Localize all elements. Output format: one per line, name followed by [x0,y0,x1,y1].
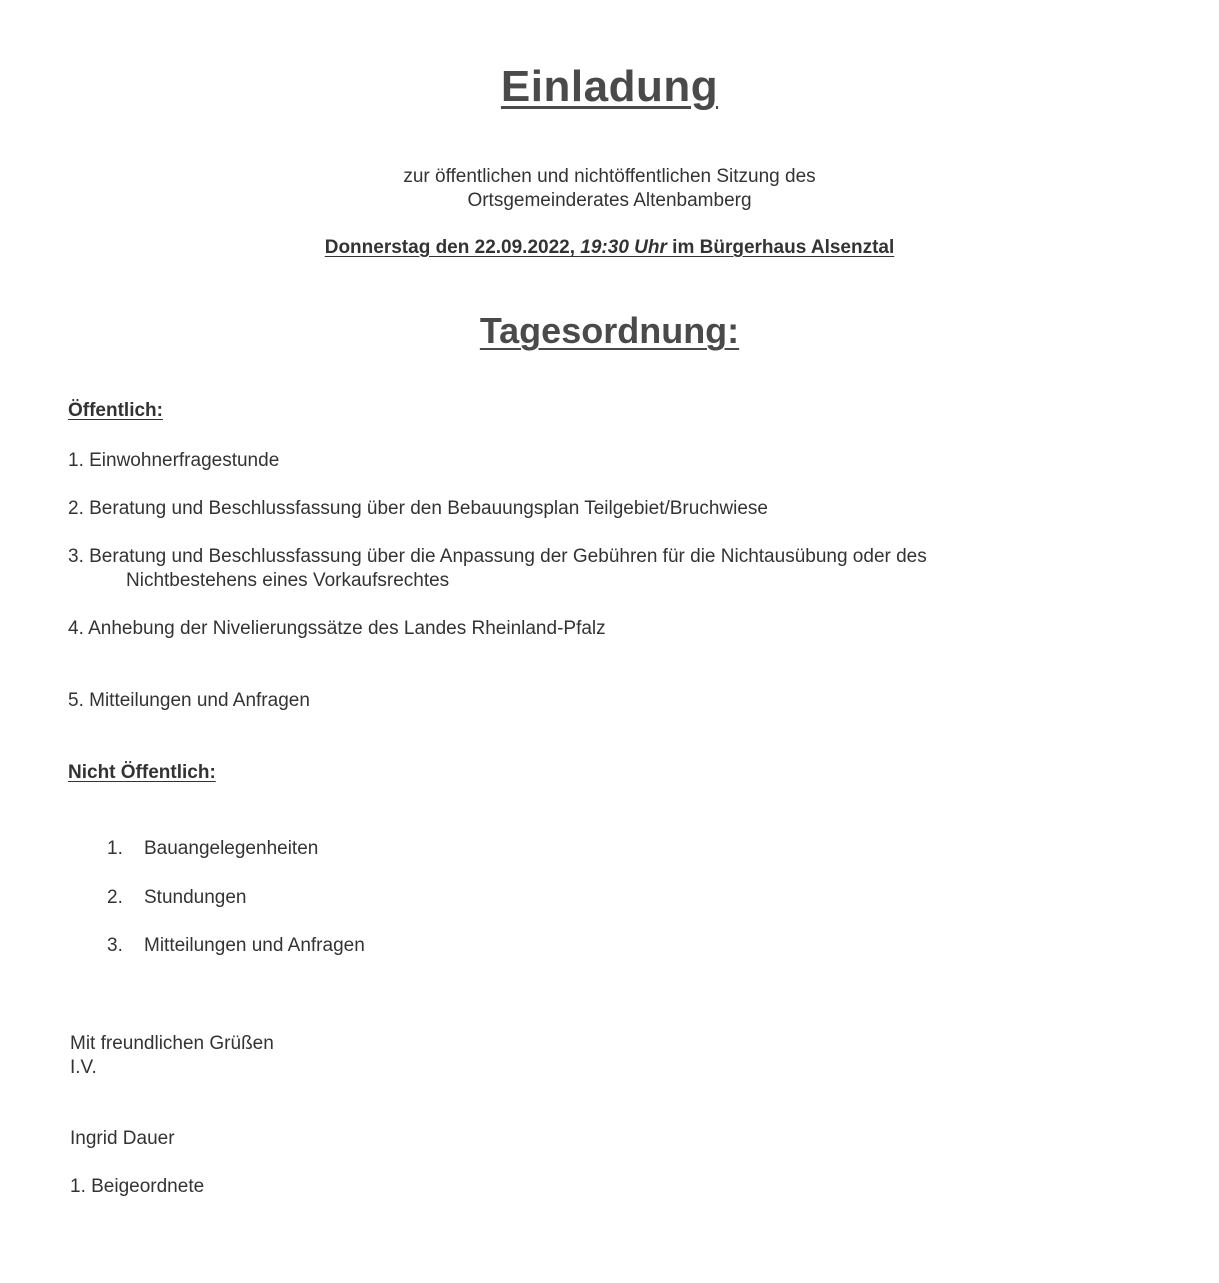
nonpublic-section-heading: Nicht Öffentlich: [68,762,216,783]
agenda-item-text: 2. Beratung und Beschlussfassung über den Bebauungsplan Teilgebiet/Bruchwiese [68,498,768,519]
subtitle-line-1: zur öffentlichen und nichtöffentlichen Sitzung des [403,166,816,187]
nonpublic-agenda-item-3 [107,935,365,957]
agenda-item-text: 5. Mitteilungen und Anfragen [68,690,310,711]
meeting-location: im Bürgerhaus Alsenztal [666,237,895,258]
agenda-item-text: 4. Anhebung der Nivelierungssätze des Landes Rheinland-Pfalz [68,618,606,639]
closing-greeting-block [70,1032,274,1080]
public-section-heading: Öffentlich: [68,400,163,421]
agenda-item-text: 1. Einwohnerfragestunde [68,450,280,471]
item-number: 2. [107,887,123,908]
closing-greeting: Mit freundlichen Grüßen [70,1033,274,1054]
subtitle [0,165,1219,213]
subtitle-line-2: Ortsgemeinderates Altenbamberg [467,190,752,211]
meeting-date: Donnerstag den 22.09.2022, [324,237,581,258]
agenda-title: Tagesordnung: [479,310,740,351]
agenda-item-text-continuation: Nichtbestehens eines Vorkaufsrechtes [126,570,450,591]
signer-role: 1. Beigeordnete [70,1176,205,1197]
nonpublic-agenda-item-1 [107,838,318,860]
public-agenda-item-2 [68,497,768,521]
meeting-time: 19:30 Uhr [580,237,667,258]
item-text: Stundungen [144,887,247,908]
signer-name: Ingrid Dauer [70,1128,175,1149]
document-title: Einladung [500,62,719,111]
public-agenda-item-5 [68,689,310,713]
item-text: Bauangelegenheiten [144,838,319,859]
public-agenda-item-3 [68,545,927,593]
item-number: 1. [107,838,123,859]
public-agenda-item-1 [68,449,279,473]
closing-iv: I.V. [70,1057,97,1078]
agenda-item-text: 3. Beratung und Beschlussfassung über die Anpassung der Gebühren für die Nichtausübung oder des [68,546,927,567]
item-text: Mitteilungen und Anfragen [144,935,365,956]
meeting-date-line [0,237,1219,259]
public-agenda-item-4 [68,617,606,641]
nonpublic-agenda-item-2 [107,887,247,909]
item-number: 3. [107,935,123,956]
